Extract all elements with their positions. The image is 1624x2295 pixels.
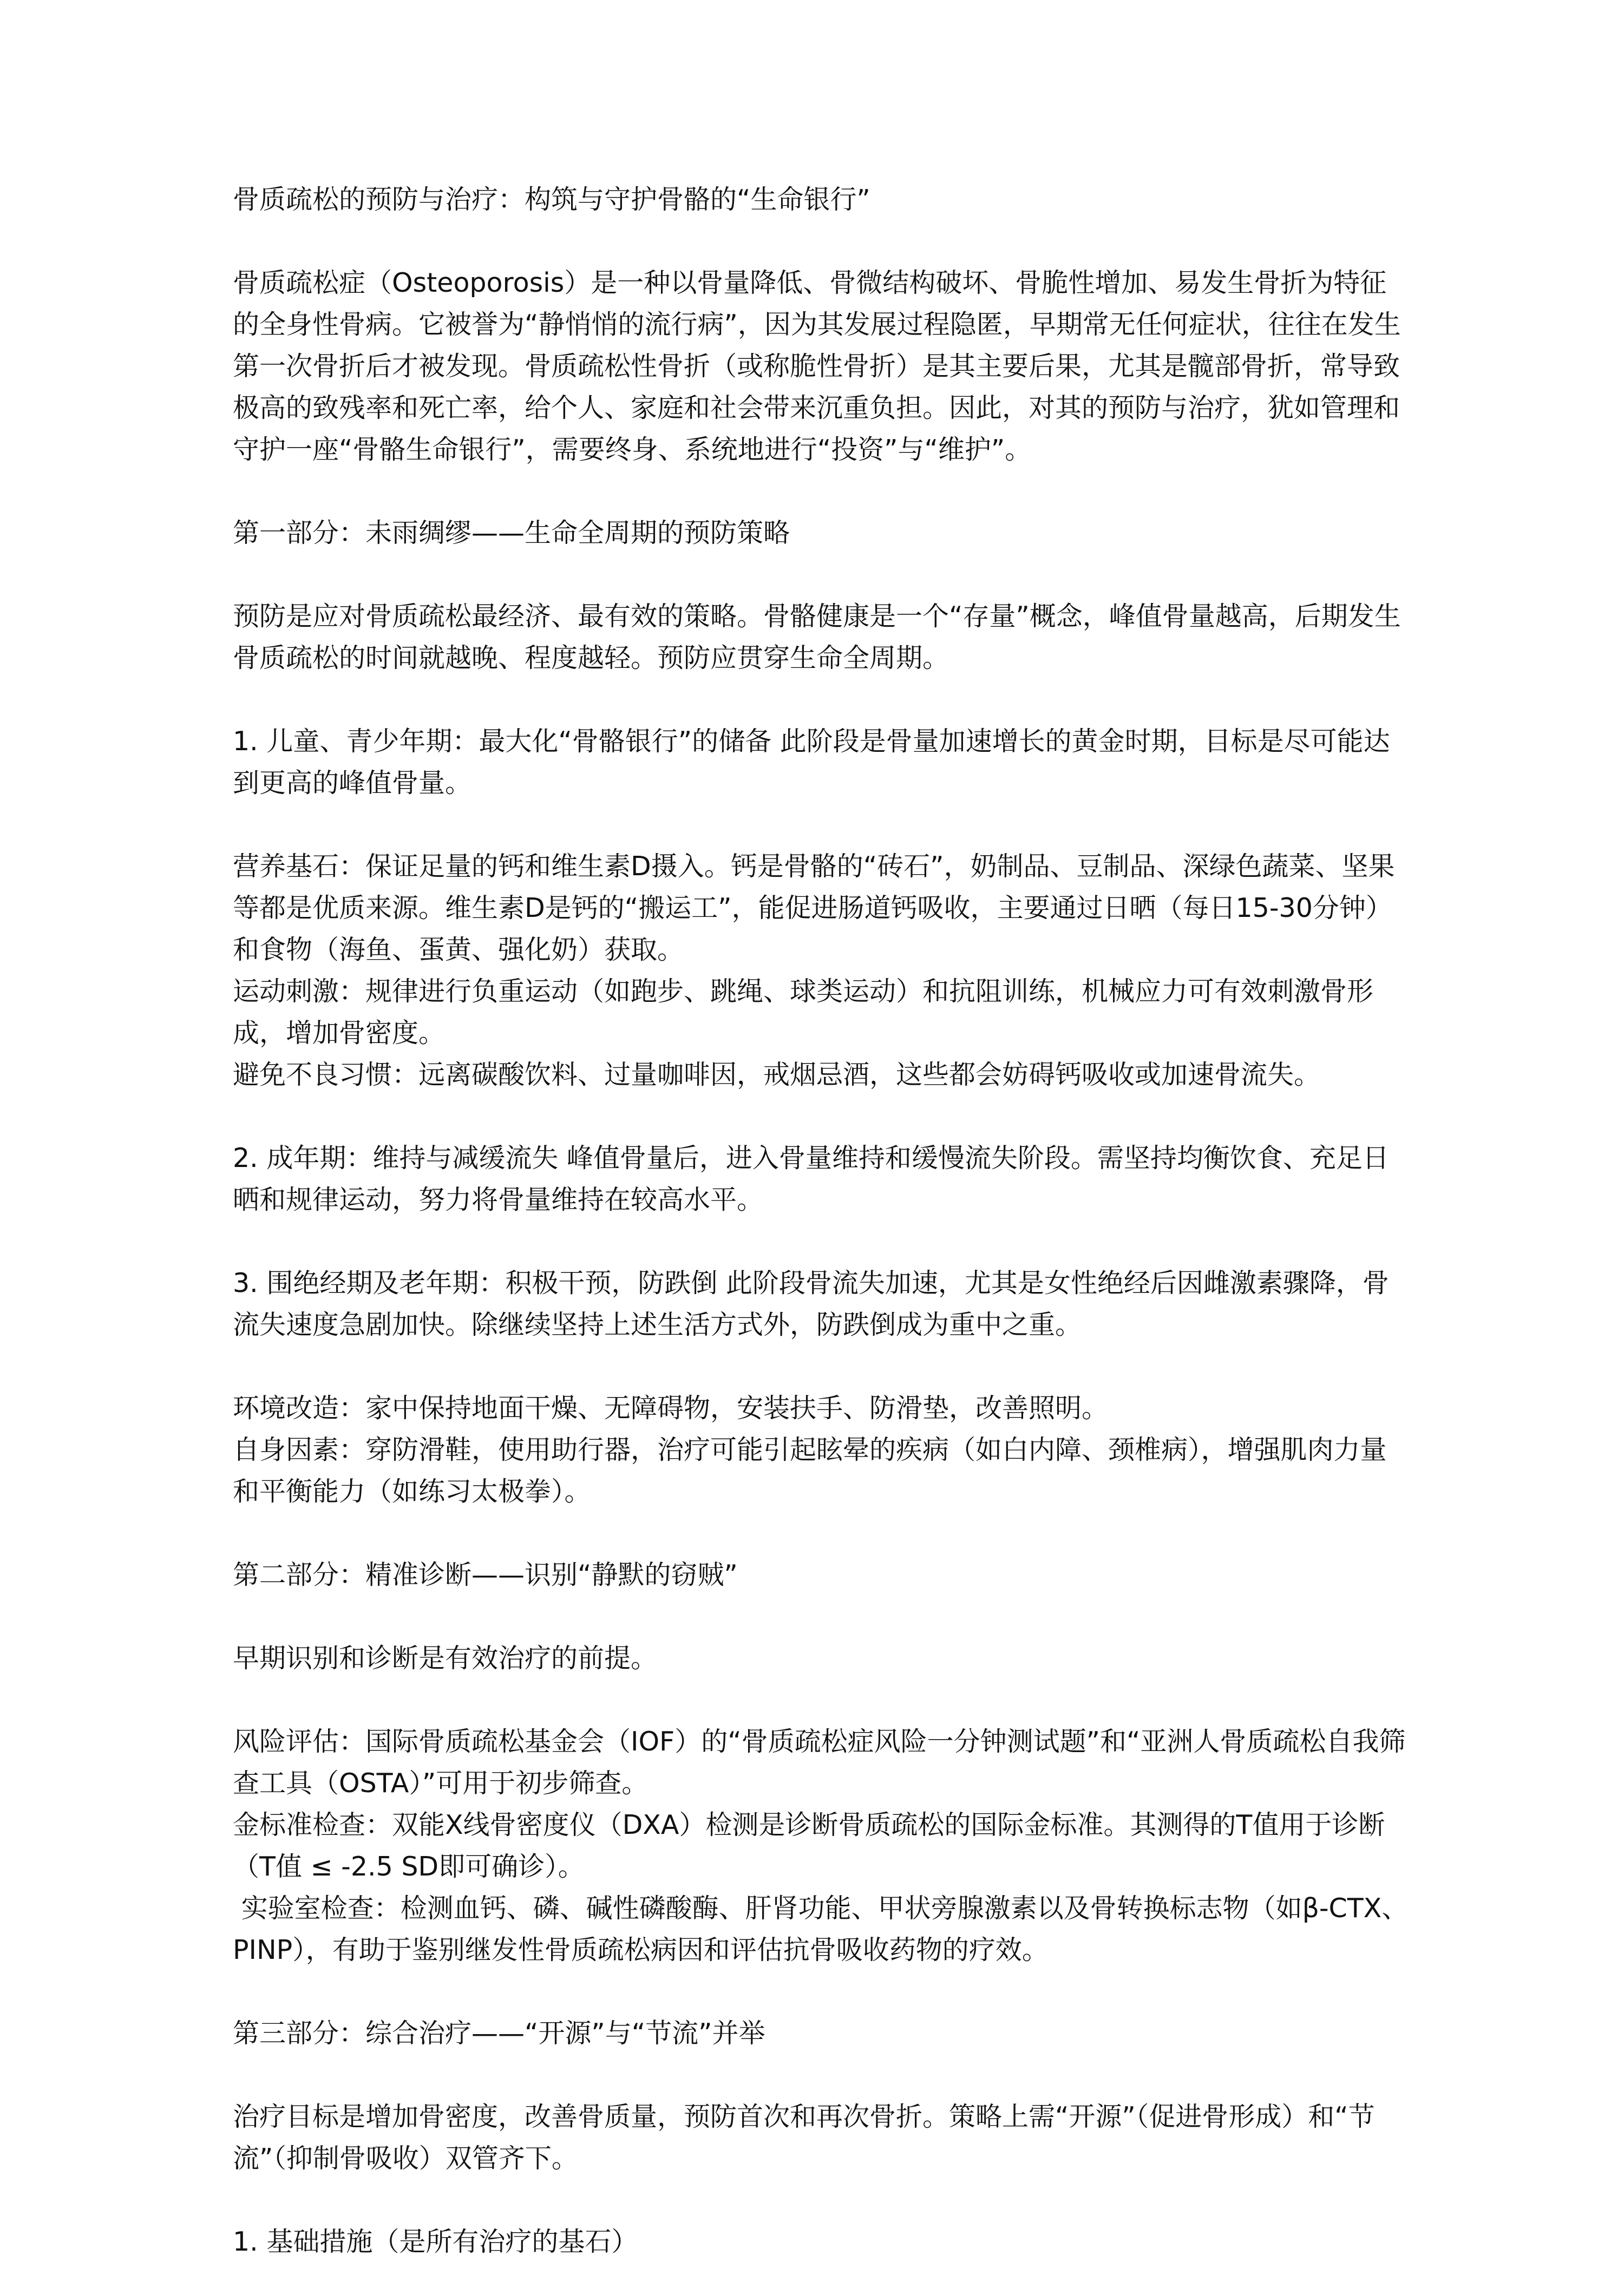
stage1-point-habits: 避免不良习惯：远离碳酸饮料、过量咖啡因，戒烟忌酒，这些都会妨碍钙吸收或加速骨流失。 <box>233 1059 1321 1090</box>
stage1-paragraph: 1. 儿童、青少年期：最大化“骨骼银行”的储备 此阶段是骨量加速增长的黄金时期，目标是尽可能达到更高的峰值骨量。 <box>233 726 1390 798</box>
part3-intro: 治疗目标是增加骨密度，改善骨质量，预防首次和再次骨折。策略上需“开源”（促进骨形成）和“节流”（抑制骨吸收）双管齐下。 <box>233 2101 1375 2174</box>
part1-intro: 预防是应对骨质疏松最经济、最有效的策略。骨骼健康是一个“存量”概念，峰值骨量越高，后期发生骨质疏松的时间就越晚、程度越轻。预防应贯穿生命全周期。 <box>233 601 1401 673</box>
part2-intro: 早期识别和诊断是有效治疗的前提。 <box>233 1643 658 1674</box>
part3-heading: 第三部分：综合治疗——“开源”与“节流”并举 <box>233 2018 765 2049</box>
stage1-points <box>233 845 1413 1096</box>
document-page <box>233 179 1413 2263</box>
part2-point-lab: 实验室检查：检测血钙、磷、碱性磷酸酶、肝肾功能、甲状旁腺激素以及骨转换标志物（如β-CTX、PINP），有助于鉴别继发性骨质疏松病因和评估抗骨吸收药物的疗效。 <box>233 1893 1409 1965</box>
part2-points <box>233 1721 1413 1971</box>
stage3-point-personal: 自身因素：穿防滑鞋，使用助行器，治疗可能引起眩晕的疾病（如白内障、颈椎病），增强肌肉力量和平衡能力（如练习太极拳）。 <box>233 1434 1387 1507</box>
part2-heading: 第二部分：精准诊断——识别“静默的窃贼” <box>233 1559 738 1590</box>
stage3-points <box>233 1387 1413 1512</box>
stage1-point-exercise: 运动刺激：规律进行负重运动（如跑步、跳绳、球类运动）和抗阻训练，机械应力可有效刺激骨形成，增加骨密度。 <box>233 976 1374 1048</box>
stage3-paragraph: 3. 围绝经期及老年期：积极干预，防跌倒 此阶段骨流失加速，尤其是女性绝经后因雌激素骤降，骨流失速度急剧加快。除继续坚持上述生活方式外，防跌倒成为重中之重。 <box>233 1268 1389 1340</box>
part2-point-risk: 风险评估：国际骨质疏松基金会（IOF）的“骨质疏松症风险一分钟测试题”和“亚洲人骨质疏松自我筛查工具（OSTA）”可用于初步筛查。 <box>233 1726 1406 1799</box>
part1-heading: 第一部分：未雨绸缪——生命全周期的预防策略 <box>233 517 790 548</box>
stage3-point-environment: 环境改造：家中保持地面干燥、无障碍物，安装扶手、防滑垫，改善照明。 <box>233 1393 1109 1424</box>
part2-point-dxa: 金标准检查：双能X线骨密度仪（DXA）检测是诊断骨质疏松的国际金标准。其测得的T值用于诊断（T值 ≤ -2.5 SD即可确诊）。 <box>233 1809 1385 1882</box>
stage2-paragraph: 2. 成年期：维持与减缓流失 峰值骨量后，进入骨量维持和缓慢流失阶段。需坚持均衡饮食、充足日晒和规律运动，努力将骨量维持在较高水平。 <box>233 1143 1389 1215</box>
intro-paragraph: 骨质疏松症（Osteoporosis）是一种以骨量降低、骨微结构破坏、骨脆性增加、易发生骨折为特征的全身性骨病。它被誉为“静悄悄的流行病”，因为其发展过程隐匿，早期常无任何症状，往往在发生第一次骨折后才被发现。骨质疏松性骨折（或称脆性骨折）是其主要后果，尤其是髋部骨折，常导致极高的致残率和死亡率，给个人、家庭和社会带来沉重负担。因此，对其的预防与治疗，犹如管理和守护一座“骨骼生命银行”，需要终身、系统地进行“投资”与“维护”。 <box>233 267 1401 465</box>
document-title: 骨质疏松的预防与治疗：构筑与守护骨骼的“生命银行” <box>233 184 870 215</box>
part3-item1: 1. 基础措施（是所有治疗的基石） <box>233 2226 638 2257</box>
stage1-point-nutrition: 营养基石：保证足量的钙和维生素D摄入。钙是骨骼的“砖石”，奶制品、豆制品、深绿色蔬菜、坚果等都是优质来源。维生素D是钙的“搬运工”，能促进肠道钙吸收，主要通过日晒（每日15-30分钟）和食物（海鱼、蛋黄、强化奶）获取。 <box>233 851 1395 965</box>
